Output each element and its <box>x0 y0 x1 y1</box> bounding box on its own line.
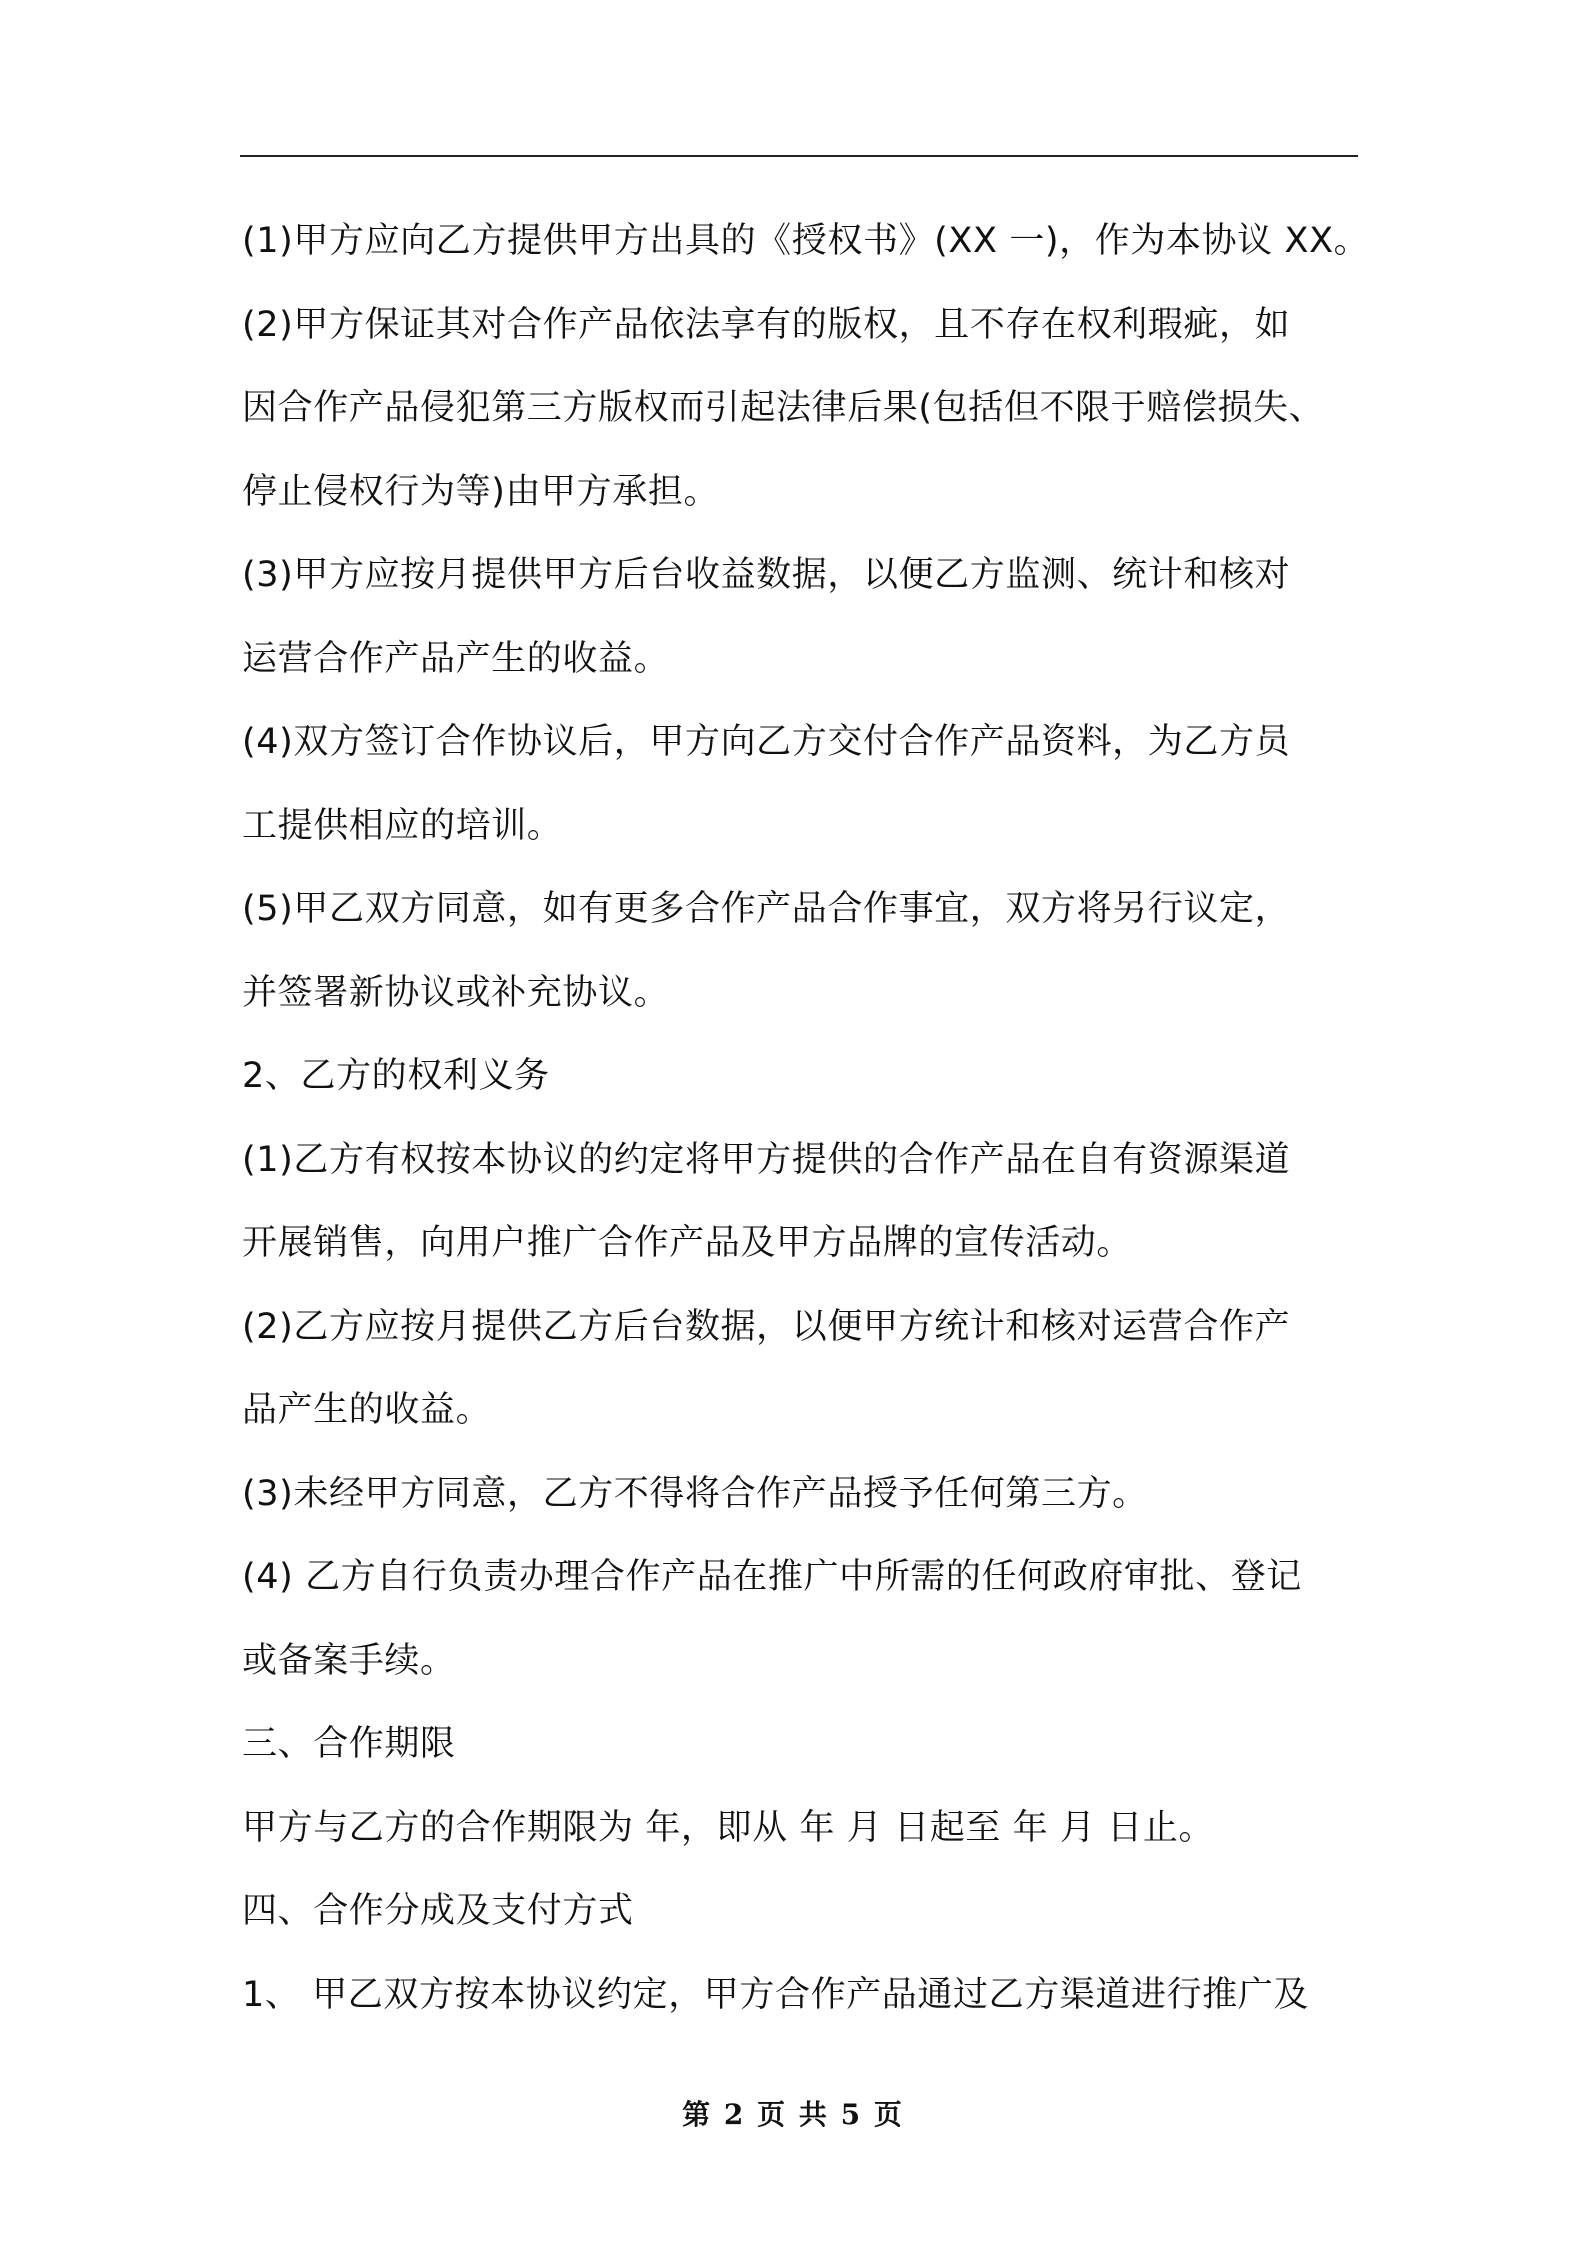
text-line: (1)乙方有权按本协议的约定将甲方提供的合作产品在自有资源渠道 <box>242 1139 1291 1180</box>
text-line: 或备案手续。 <box>242 1640 456 1681</box>
text-line: (4) 乙方自行负责办理合作产品在推广中所需的任何政府审批、登记 <box>242 1557 1302 1597</box>
text-line: (1)甲方应向乙方提供甲方出具的《授权书》(XX 一)，作为本协议 XX。 <box>242 221 1370 261</box>
text-line: 1、 甲乙双方按本协议约定，甲方合作产品通过乙方渠道进行推广及 <box>242 1974 1309 2015</box>
text-line: (2)乙方应按月提供乙方后台数据，以便甲方统计和核对运营合作产 <box>242 1306 1291 1347</box>
header-rule <box>240 155 1358 157</box>
section-heading: 三、合作期限 <box>242 1724 456 1764</box>
text-line: 停止侵权行为等)由甲方承担。 <box>242 471 720 512</box>
section-heading: 四、合作分成及支付方式 <box>242 1891 634 1931</box>
text-line: 运营合作产品产生的收益。 <box>242 638 670 679</box>
text-line: 工提供相应的培训。 <box>242 805 563 846</box>
text-line: (3)甲方应按月提供甲方后台收益数据，以便乙方监测、统计和核对 <box>242 555 1291 595</box>
text-line: 并签署新协议或补充协议。 <box>242 972 670 1013</box>
text-line: 甲方与乙方的合作期限为 年，即从 年 月 日起至 年 月 日止。 <box>242 1807 1215 1848</box>
document-body <box>242 200 1372 2037</box>
text-line: (2)甲方保证其对合作产品依法享有的版权，且不存在权利瑕疵，如 <box>242 304 1291 345</box>
text-line: (4)双方签订合作协议后，甲方向乙方交付合作产品资料，为乙方员 <box>242 722 1291 762</box>
text-line: 品产生的收益。 <box>242 1390 492 1430</box>
text-line: 因合作产品侵犯第三方版权而引起法律后果(包括但不限于赔偿损失、 <box>242 388 1325 428</box>
section-heading: 2、乙方的权利义务 <box>242 1056 550 1096</box>
page-number: 第 2 页 共 5 页 <box>682 2098 904 2131</box>
text-line: 开展销售，向用户推广合作产品及甲方品牌的宣传活动。 <box>242 1223 1133 1263</box>
text-line: (5)甲乙双方同意，如有更多合作产品合作事宜，双方将另行议定， <box>242 889 1291 929</box>
text-line: (3)未经甲方同意，乙方不得将合作产品授予任何第三方。 <box>242 1473 1148 1514</box>
